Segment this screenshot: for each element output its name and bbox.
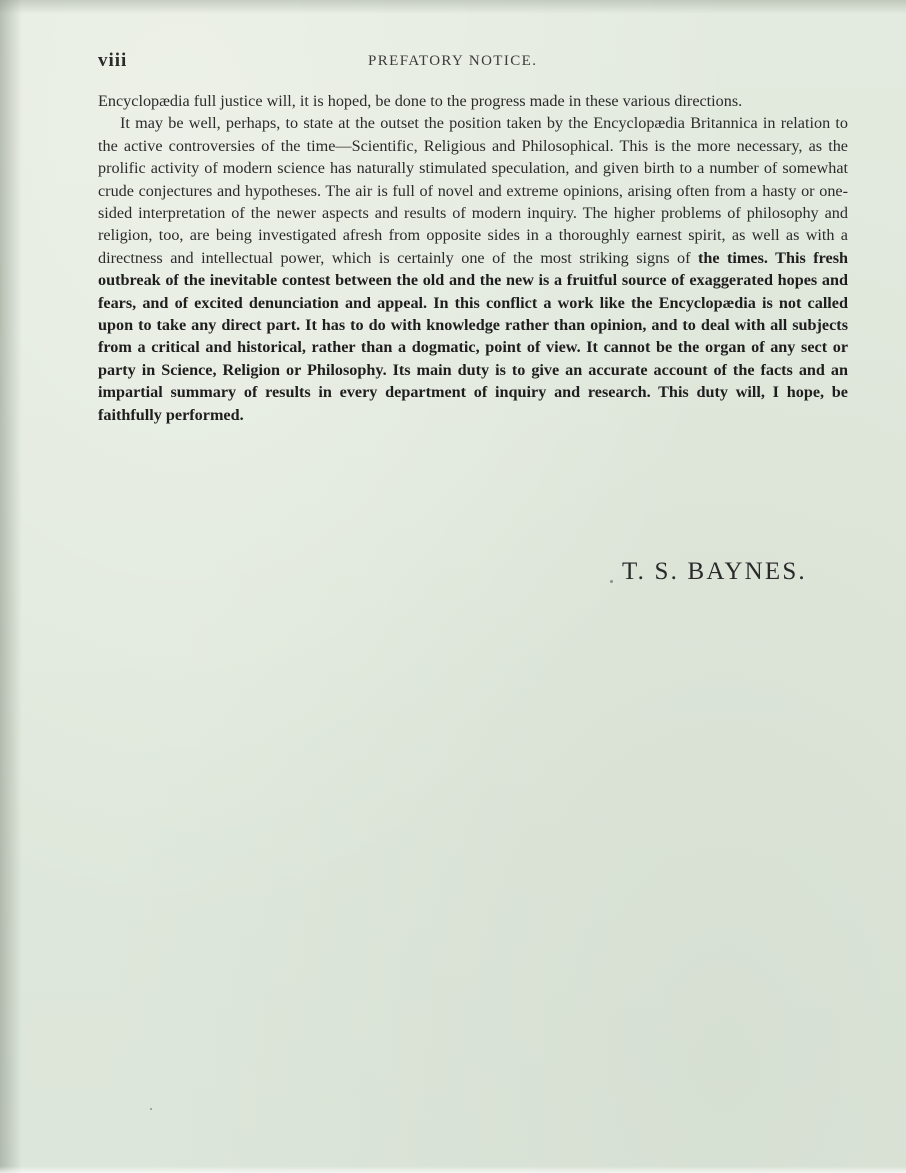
page-number: viii xyxy=(98,50,128,71)
running-head: PREFATORY NOTICE. xyxy=(368,53,538,69)
body-text xyxy=(98,90,848,426)
paragraph-2-part-1: It may be well, perhaps, to state at the outset the position taken by the Encyclopædia Britannica in relation to the active controversies of the time—Scientific, Religious and Philosophical. This is the more necessary, as the prolific activity of modern science has naturally stimulated speculation, and given birth to a number of somewhat crude conjectures and hypotheses. The air is full of novel and extreme opinions, arising often from a hasty or one-sided interpretation of the newer aspects and results of modern inquiry. The higher problems of philosophy and religion, too, are being investigated afresh from opposite sides in a thoroughly earnest spirit, as well as with a directness and intellectual power, which is certainly one of the most striking signs of xyxy=(98,114,848,267)
page-bottom-edge xyxy=(0,1166,906,1173)
paragraph-2 xyxy=(98,112,848,426)
signature: T. S. BAYNES. xyxy=(622,558,807,585)
page-header xyxy=(98,50,848,74)
paragraph-2-part-2: the times. This fresh outbreak of the inevitable contest between the old and the new is a fruitful source of exaggerated hopes and fears, and of excited denunciation and appeal. In this conflict a work like the Encyclopædia is not called upon to take any direct part. It has to do with knowledge rather than opinion, and to deal with all subjects from a critical and historical, rather than a dogmatic, point of view. It cannot be the organ of any sect or party in Science, Religion or Philosophy. Its main duty is to give an accurate account of the facts and an impartial summary of results in every department of inquiry and research. This duty will, I hope, be faithfully performed. xyxy=(98,248,848,424)
paper-speck xyxy=(150,1108,152,1110)
page-gutter-shadow xyxy=(0,0,22,1173)
page-top-shadow xyxy=(0,0,906,14)
paper-speck xyxy=(610,580,613,583)
paragraph-1: Encyclopædia full justice will, it is hoped, be done to the progress made in these various directions. xyxy=(98,92,743,110)
